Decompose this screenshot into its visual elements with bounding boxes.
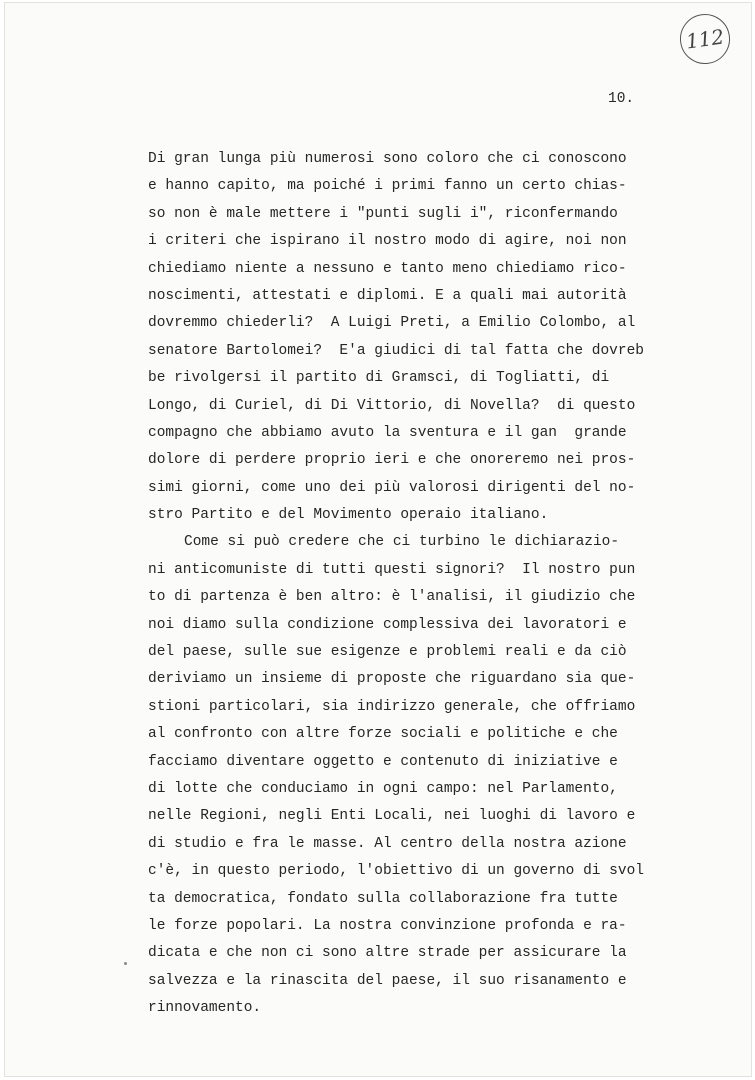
text-line: nelle Regioni, negli Enti Locali, nei luoghi di lavoro e (148, 808, 636, 825)
text-line: to di partenza è ben altro: è l'analisi, il giudizio che (148, 589, 636, 606)
text-line: facciamo diventare oggetto e contenuto di iniziative e (148, 753, 618, 770)
paper-speck (124, 962, 127, 965)
text-line: c'è, in questo periodo, l'obiettivo di un governo di svol (148, 863, 644, 880)
text-line: Longo, di Curiel, di Di Vittorio, di Novella? di questo (148, 397, 636, 414)
text-line: i criteri che ispirano il nostro modo di agire, noi non (148, 233, 627, 250)
page-number: 10. (608, 91, 635, 107)
text-line: le forze popolari. La nostra convinzione profonda e ra- (148, 917, 627, 934)
text-line: so non è male mettere i "punti sugli i", riconfermando (148, 205, 618, 222)
text-line: compagno che abbiamo avuto la sventura e il gan grande (148, 424, 627, 441)
text-line: rinnovamento. (148, 1000, 262, 1017)
text-line: be rivolgersi il partito di Gramsci, di Togliatti, di (148, 370, 610, 387)
text-line: noscimenti, attestati e diplomi. E a quali mai autorità (148, 287, 627, 304)
text-line: di studio e fra le masse. Al centro della nostra azione (148, 835, 627, 852)
text-line: dovremmo chiederli? A Luigi Preti, a Emilio Colombo, al (148, 315, 636, 332)
text-line: senatore Bartolomei? E'a giudici di tal fatta che dovreb (148, 342, 644, 359)
typewritten-body (148, 146, 644, 1023)
text-line: simi giorni, come uno dei più valorosi dirigenti del no- (148, 479, 636, 496)
text-line: dicata e che non ci sono altre strade per assicurare la (148, 945, 627, 962)
text-line: salvezza e la rinascita del paese, il suo risanamento e (148, 972, 627, 989)
text-line: ta democratica, fondato sulla collaborazione fra tutte (148, 890, 618, 907)
text-line: noi diamo sulla condizione complessiva dei lavoratori e (148, 616, 627, 633)
text-line: deriviamo un insieme di proposte che riguardano sia que- (148, 671, 636, 688)
text-line: chiediamo niente a nessuno e tanto meno chiediamo rico- (148, 260, 627, 277)
text-line: Di gran lunga più numerosi sono coloro che ci conoscono (148, 151, 627, 167)
text-line: stro Partito e del Movimento operaio italiano. (148, 507, 549, 524)
text-line: di lotte che conduciamo in ogni campo: nel Parlamento, (148, 780, 618, 797)
archive-stamp-number: 112 (684, 24, 726, 54)
text-line: dolore di perdere proprio ieri e che onoreremo nei pros- (148, 452, 636, 469)
text-line: e hanno capito, ma poiché i primi fanno un certo chias- (148, 178, 627, 195)
text-line: ni anticomuniste di tutti questi signori? Il nostro pun (148, 561, 636, 578)
text-line-paragraph-start: Come si può credere che ci turbino le dichiarazio- (184, 534, 620, 551)
text-line: stioni particolari, sia indirizzo generale, che offriamo (148, 698, 636, 715)
text-line: al confronto con altre forze sociali e politiche e che (148, 726, 618, 743)
text-line: del paese, sulle sue esigenze e problemi reali e da ciò (148, 644, 627, 661)
